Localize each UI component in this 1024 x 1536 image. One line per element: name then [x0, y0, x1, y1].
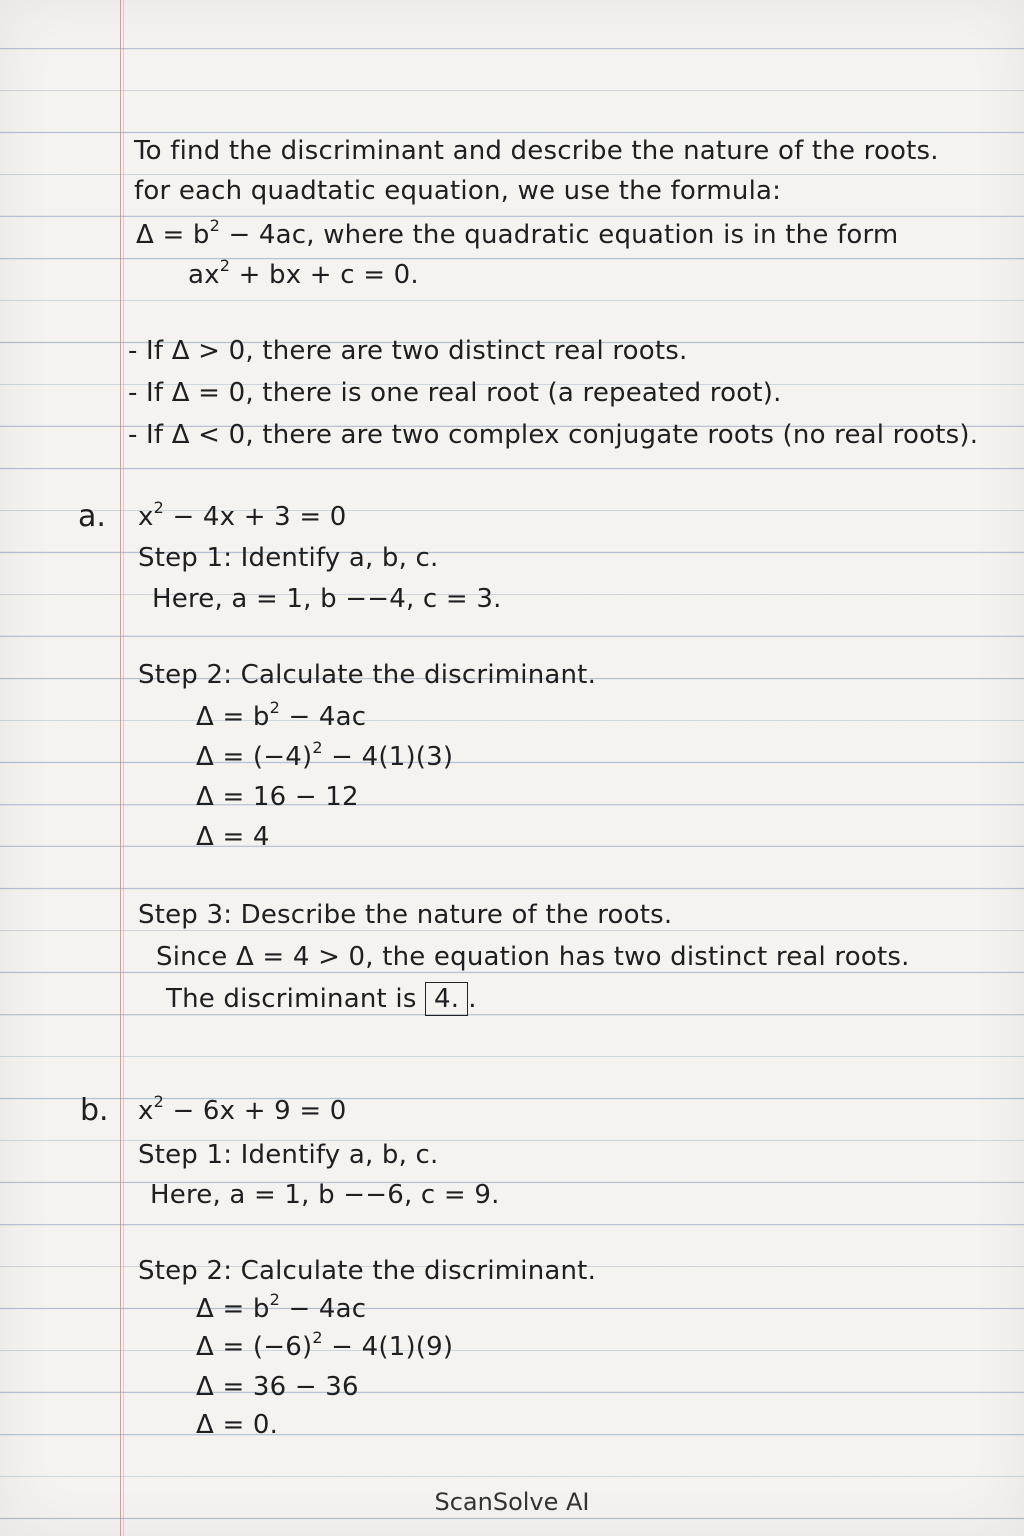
- part-b-label: b.: [80, 1093, 109, 1128]
- part-a-label: a.: [78, 499, 106, 534]
- part-a-calc-4: Δ = 4: [196, 822, 270, 852]
- part-a-step2: Step 2: Calculate the discriminant.: [138, 660, 597, 690]
- discriminant-formula: $\Delta = b^2 - 4ac$, where the quadratic equation is in the form: [136, 216, 899, 250]
- part-b-step1: Step 1: Identify a, b, c.: [138, 1140, 439, 1170]
- part-b-calc-3: Δ = 36 − 36: [196, 1372, 359, 1402]
- part-a-calc-1: $\Delta = b^2 - 4ac$: [196, 698, 367, 732]
- intro-line-2: for each quadtatic equation, we use the formula:: [134, 176, 782, 206]
- part-b-calc-4: Δ = 0.: [196, 1410, 279, 1440]
- part-a-calc-2: $\Delta = (-4)^2 - 4(1)(3)$: [196, 738, 454, 772]
- standard-form: $ax^2$ + bx + c = 0.: [188, 256, 419, 290]
- part-b-calc-1: $\Delta = b^2 - 4ac$: [196, 1290, 367, 1324]
- rule-positive: - If Δ > 0, there are two distinct real roots.: [128, 336, 688, 366]
- part-b-step2: Step 2: Calculate the discriminant.: [138, 1256, 597, 1286]
- part-b-equation: $x^2 - 6x + 9 = 0$: [138, 1092, 347, 1126]
- intro-line-1: To find the discriminant and describe the nature of the roots.: [134, 136, 939, 166]
- part-a-step1: Step 1: Identify a, b, c.: [138, 543, 439, 573]
- part-a-calc-3: Δ = 16 − 12: [196, 782, 359, 812]
- rule-zero: - If Δ = 0, there is one real root (a repeated root).: [128, 378, 782, 408]
- margin-line-secondary: [123, 0, 124, 1536]
- part-a-equation: $x^2 - 4x + 3 = 0$: [138, 498, 347, 532]
- part-b-coefficients: Here, a = 1, b −−6, c = 9.: [150, 1180, 500, 1210]
- watermark-footer: ScanSolve AI: [434, 1488, 590, 1516]
- margin-line: [120, 0, 121, 1536]
- part-a-step3: Step 3: Describe the nature of the roots.: [138, 900, 673, 930]
- part-a-answer: The discriminant is 4. .: [166, 984, 477, 1014]
- part-b-calc-2: $\Delta = (-6)^2 - 4(1)(9)$: [196, 1328, 454, 1362]
- rule-negative: - If Δ < 0, there are two complex conjugate roots (no real roots).: [128, 420, 979, 450]
- answer-box: 4.: [425, 982, 468, 1016]
- part-a-coefficients: Here, a = 1, b −−4, c = 3.: [152, 584, 502, 614]
- part-a-conclusion: Since Δ = 4 > 0, the equation has two distinct real roots.: [156, 942, 910, 972]
